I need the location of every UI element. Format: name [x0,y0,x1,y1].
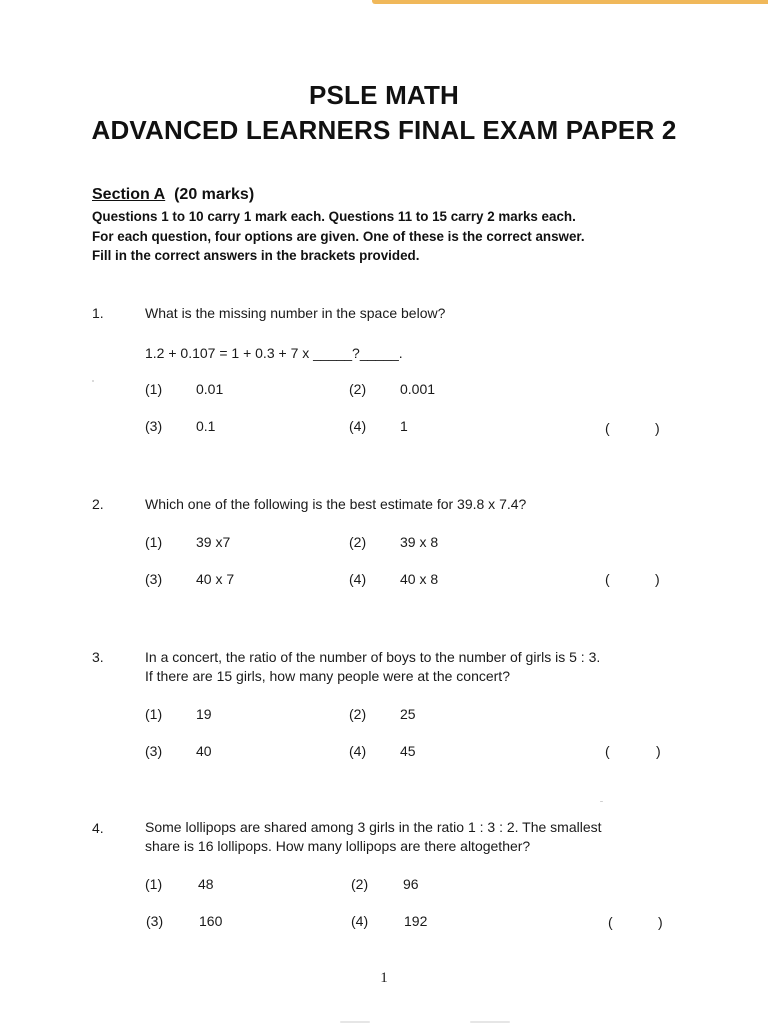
section-heading [92,186,254,204]
option-value: 45 [400,743,416,759]
option-label: (3) [146,913,164,929]
question-number: 4. [92,820,104,836]
answer-bracket-close: ) [658,914,663,930]
answer-bracket-open[interactable]: ( [605,571,610,587]
option-value: 0.01 [196,381,224,397]
question-text: share is 16 lollipops. How many lollipops are there altogether? [145,838,531,854]
option-value: 19 [196,706,212,722]
answer-bracket-close: ) [655,571,660,587]
question-text: What is the missing number in the space below? [145,305,446,321]
option-value: 192 [404,913,428,929]
option-label: (1) [145,534,163,550]
instruction-line: For each question, four options are given. One of these is the correct answer. [92,229,585,244]
top-edge-strip [372,0,768,4]
question-number: 2. [92,496,104,512]
option-label: (3) [145,571,163,587]
instruction-line: Questions 1 to 10 carry 1 mark each. Questions 11 to 15 carry 2 marks each. [92,209,576,224]
question-text: In a concert, the ratio of the number of boys to the number of girls is 5 : 3. [145,649,601,665]
option-value: 25 [400,706,416,722]
answer-bracket-open[interactable]: ( [605,743,610,759]
question-number: 3. [92,649,104,665]
paper-title: PSLE MATH [308,80,460,110]
option-label: (2) [349,534,367,550]
option-value: 39 x7 [196,534,231,550]
option-label: (4) [349,571,367,587]
page-number: 1 [380,970,388,986]
option-value: 40 x 8 [400,571,439,587]
question-text: Which one of the following is the best estimate for 39.8 x 7.4? [145,496,527,512]
scan-speck [92,380,94,382]
answer-bracket-close: ) [655,420,660,436]
question-text: If there are 15 girls, how many people were at the concert? [145,668,510,684]
option-label: (4) [349,418,367,434]
paper-subtitle: ADVANCED LEARNERS FINAL EXAM PAPER 2 [91,115,677,145]
answer-bracket-close: ) [656,743,661,759]
option-value: 96 [403,876,419,892]
option-label: (1) [145,706,163,722]
section-name: Section A [92,186,166,203]
scan-speck [470,1021,510,1023]
scan-speck [340,1021,370,1023]
option-value: 39 x 8 [400,534,439,550]
option-label: (1) [145,876,163,892]
section-marks: (20 marks) [174,186,255,203]
option-label: (3) [145,743,163,759]
option-label: (1) [145,381,163,397]
option-value: 1 [400,418,408,434]
option-value: 0.001 [400,381,436,397]
answer-bracket-open[interactable]: ( [608,914,613,930]
option-label: (4) [351,913,369,929]
option-label: (3) [145,418,163,434]
answer-bracket-open[interactable]: ( [605,420,610,436]
option-label: (2) [349,381,367,397]
question-equation: 1.2 + 0.107 = 1 + 0.3 + 7 x _____?_____. [145,345,403,361]
option-value: 0.1 [196,418,216,434]
scan-speck [600,801,603,802]
option-value: 48 [198,876,214,892]
option-label: (4) [349,743,367,759]
option-value: 160 [199,913,223,929]
option-label: (2) [351,876,369,892]
option-value: 40 [196,743,212,759]
option-value: 40 x 7 [196,571,235,587]
question-text: Some lollipops are shared among 3 girls in the ratio 1 : 3 : 2. The smallest [145,819,602,835]
instruction-line: Fill in the correct answers in the brackets provided. [92,248,420,263]
option-label: (2) [349,706,367,722]
question-number: 1. [92,305,104,321]
